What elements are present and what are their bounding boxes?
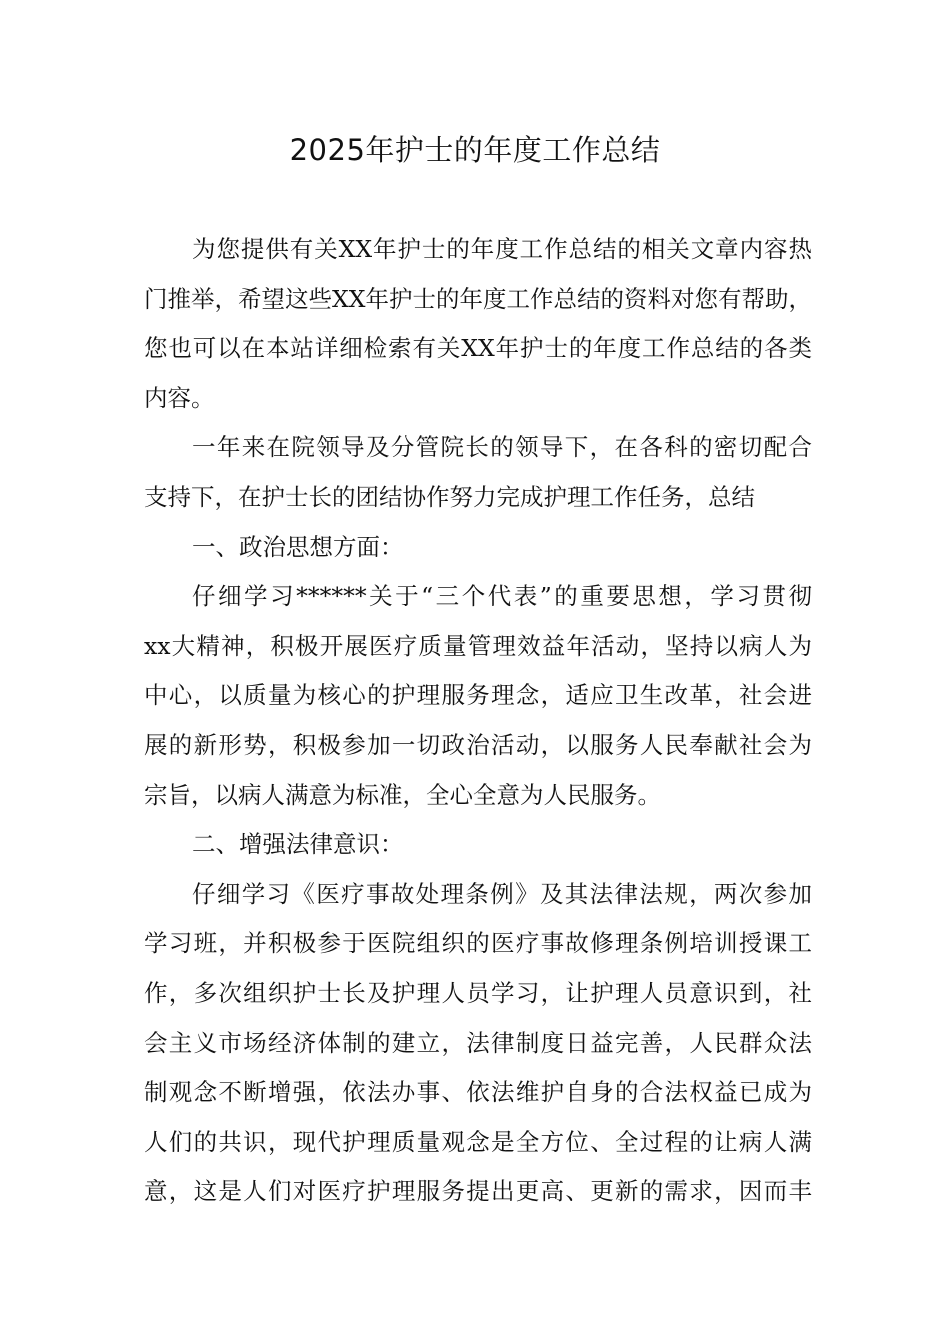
text-line: 作，多次组织护士长及护理人员学习，让护理人员意识到，社 — [144, 978, 812, 1007]
text-line: 展的新形势，积极参加一切政治活动，以服务人民奉献社会为 — [144, 730, 812, 759]
text-line: 宗旨，以病人满意为标准，全心全意为人民服务。 — [144, 780, 661, 809]
text-line: 您也可以在本站详细检索有关XX年护士的年度工作总结的各类 — [144, 334, 812, 363]
document-body — [144, 225, 812, 1217]
text-line: xx大精神，积极开展医疗质量管理效益年活动，坚持以病人为 — [144, 631, 812, 660]
text-line: 门推举，希望这些XX年护士的年度工作总结的资料对您有帮助， — [144, 284, 812, 313]
text-line: 中心，以质量为核心的护理服务理念，适应卫生改革，社会进 — [144, 681, 812, 710]
text-line: 意，这是人们对医疗护理服务提出更高、更新的需求，因而丰 — [144, 1177, 812, 1206]
text-line: 内容。 — [144, 383, 215, 412]
text-line: 人们的共识，现代护理质量观念是全方位、全过程的让病人满 — [144, 1127, 812, 1156]
text-line: 仔细学习《医疗事故处理条例》及其法律法规，两次参加 — [192, 879, 812, 908]
text-line: 学习班，并积极参于医院组织的医疗事故修理条例培训授课工 — [144, 929, 812, 958]
text-line: 为您提供有关XX年护士的年度工作总结的相关文章内容热 — [192, 235, 812, 263]
text-line: 会主义市场经济体制的建立，法律制度日益完善，人民群众法 — [144, 1028, 812, 1057]
text-line: 支持下，在护士长的团结协作努力完成护理工作任务，总结 — [144, 482, 755, 511]
text-line: 仔细学习******关于“三个代表”的重要思想，学习贯彻 — [192, 582, 812, 611]
text-line: 一年来在院领导及分管院长的领导下，在各科的密切配合 — [192, 433, 812, 462]
text-line: 制观念不断增强，依法办事、依法维护自身的合法权益已成为 — [144, 1078, 812, 1107]
section-heading: 二、增强法律意识： — [192, 830, 404, 859]
document-title: 2025年护士的年度工作总结 — [289, 133, 661, 167]
section-heading: 一、政治思想方面： — [192, 532, 404, 561]
